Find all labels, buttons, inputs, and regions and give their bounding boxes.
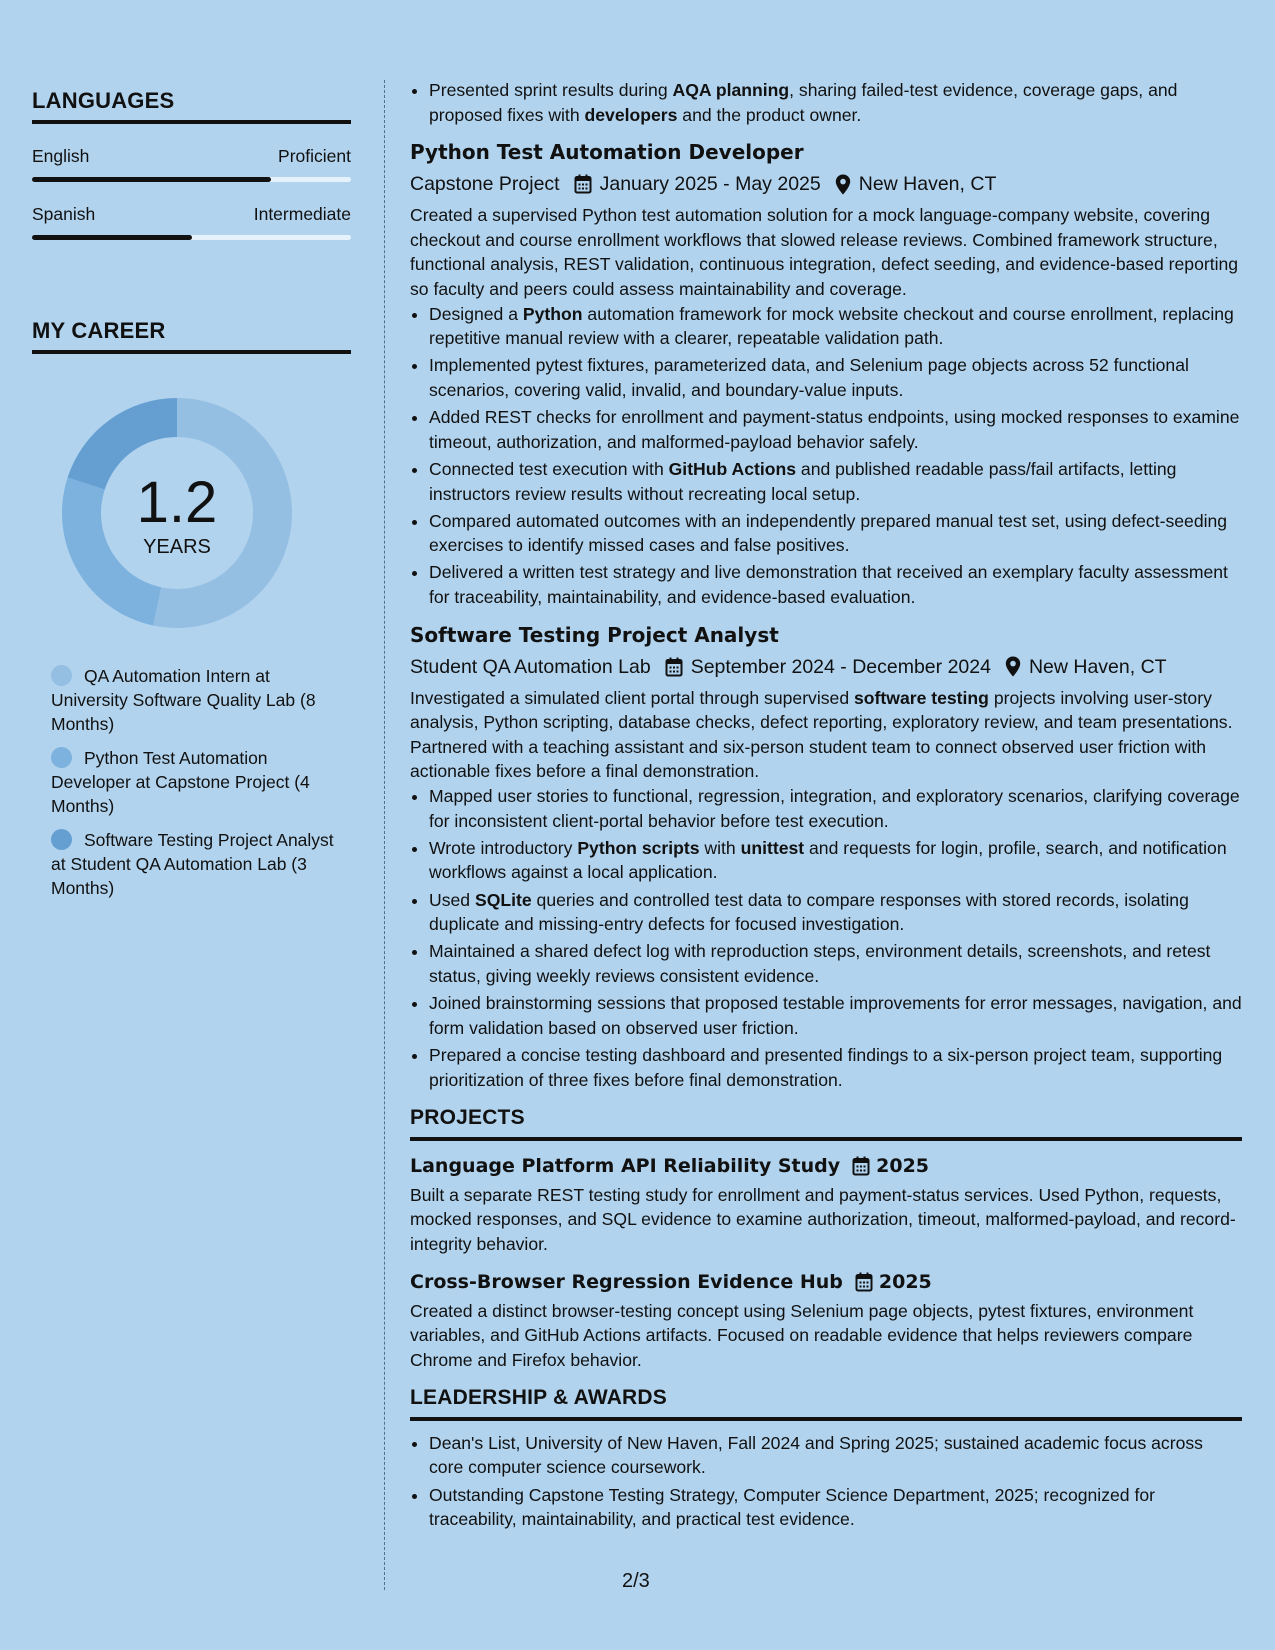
text-segment: Wrote introductory	[429, 837, 578, 858]
text-segment: Prepared a concise testing dashboard and presented findings to a six-person project team, supporting prioritization of three fixes before final demonstration.	[429, 1044, 1223, 1090]
career-legend	[51, 664, 341, 900]
column-divider	[384, 80, 385, 1590]
project-year: 2025	[878, 1270, 932, 1293]
project-title-row	[410, 1153, 1242, 1179]
bullet-item	[429, 560, 1242, 609]
job-dates: January 2025 - May 2025	[599, 173, 821, 196]
job-title: Software Testing Project Analyst	[410, 622, 779, 647]
text-segment: Presented sprint results during	[429, 80, 673, 100]
job-organization: Capstone Project	[410, 173, 560, 196]
languages-heading: LANGUAGES	[32, 88, 351, 124]
text-segment: Mapped user stories to functional, regression, integration, and exploratory scenarios, clarifying coverage for inconsistent client-portal behavior before test execution.	[429, 786, 1240, 831]
text-segment: with	[699, 837, 741, 858]
career-legend-item	[51, 746, 341, 818]
text-segment: Used	[429, 889, 475, 910]
text-segment: , sharing failed-test evidence, coverage gaps, and proposed fixes with	[429, 80, 1178, 125]
bold-keyword: unittest	[740, 837, 805, 858]
carryover-bullets	[410, 78, 1242, 127]
legend-dot	[51, 829, 72, 850]
awards-heading: LEADERSHIP & AWARDS	[410, 1386, 1242, 1421]
text-segment: Added REST checks for enrollment and payment-status endpoints, using mocked responses to examine timeout, authorization, and malformed-payload behavior safely.	[429, 407, 1240, 452]
calendar-icon	[665, 657, 683, 677]
bold-keyword: developers	[584, 104, 678, 125]
text-segment: and requests for login, profile, search, and notification workflows against a local application.	[429, 837, 1227, 883]
job-organization: Student QA Automation Lab	[410, 655, 651, 678]
career-legend-item	[51, 664, 341, 736]
awards-list	[410, 1431, 1242, 1532]
projects-section	[410, 1106, 1242, 1372]
bullet-item	[429, 1043, 1242, 1092]
bullet-item	[429, 836, 1242, 885]
bullet-item	[429, 353, 1242, 402]
legend-dot	[51, 665, 72, 686]
bullet-item	[429, 457, 1242, 506]
career-years-label: YEARS	[143, 536, 211, 558]
career-donut	[62, 398, 292, 628]
legend-text: QA Automation Intern at University Software Quality Lab (8 Months)	[51, 666, 316, 734]
bullet-item	[429, 939, 1242, 988]
project-year: 2025	[876, 1154, 930, 1177]
page-number: 2/3	[622, 1570, 650, 1592]
calendar-icon	[855, 1272, 873, 1292]
language-row	[32, 204, 351, 225]
awards-section	[410, 1386, 1242, 1532]
text-segment: automation framework for mock website checkout and course enrollment, replacing repetitive manual review with a clearer, repeatable validation path.	[429, 303, 1234, 349]
main-content	[410, 78, 1242, 1534]
location-pin-icon	[835, 174, 851, 195]
experience-list	[410, 139, 1242, 1092]
career-legend-item	[51, 828, 341, 900]
language-level: Proficient	[278, 146, 351, 166]
calendar-icon	[852, 1156, 870, 1176]
language-level: Intermediate	[253, 204, 351, 224]
bullet-item	[429, 405, 1242, 454]
language-item	[32, 204, 351, 240]
job-meta	[410, 171, 1242, 197]
project-description: Created a distinct browser-testing concept using Selenium page objects, pytest fixtures, environment variables, and GitHub Actions artifacts. Focused on readable evidence that helps reviewers compare Chrome and Firefox behavior.	[410, 1300, 1194, 1370]
job-bullets	[410, 302, 1242, 610]
legend-text: Python Test Automation Developer at Capstone Project (4 Months)	[51, 748, 310, 816]
award-item: • Dean's List, University of New Haven, Fall 2024 and Spring 2025; sustained academic focus across core computer science coursework.	[429, 1431, 1242, 1480]
text-segment: Joined brainstorming sessions that proposed testable improvements for error messages, navigation, and form validation based on observed user friction.	[429, 993, 1242, 1038]
job-entry	[410, 139, 1242, 609]
language-proficiency-fill	[32, 177, 271, 182]
text-segment: Connected test execution with	[429, 458, 669, 479]
language-proficiency-fill	[32, 235, 192, 240]
donut-center	[62, 398, 292, 628]
text-segment: queries and controlled test data to compare responses with stored records, isolating duplicate and missing-entry defects for focused investigation.	[429, 889, 1189, 935]
text-segment: and the product owner.	[677, 104, 862, 125]
project-entry	[410, 1269, 1242, 1373]
text-segment: Designed a	[429, 303, 523, 324]
language-name: Spanish	[32, 204, 96, 224]
legend-dot	[51, 747, 72, 768]
language-item	[32, 146, 351, 182]
text-segment: Investigated a simulated client portal through supervised	[410, 687, 855, 708]
language-row	[32, 146, 351, 167]
bold-keyword: Python	[522, 303, 583, 324]
bullet-item	[429, 784, 1242, 833]
bullet-item	[429, 78, 1242, 127]
text-segment: Delivered a written test strategy and live demonstration that received an exemplary faculty assessment for traceability, maintainability, and evidence-based evaluation.	[429, 562, 1228, 608]
career-total-years: 1.2	[136, 470, 218, 535]
language-name: English	[32, 146, 90, 166]
job-description	[410, 203, 1242, 301]
career-heading: MY CAREER	[32, 318, 351, 354]
job-location: New Haven, CT	[858, 173, 997, 196]
language-proficiency-bar	[32, 177, 351, 182]
projects-list	[410, 1153, 1242, 1373]
bold-keyword: GitHub Actions	[668, 458, 797, 479]
text-segment: Created a supervised Python test automation solution for a mock language-company website, covering checkout and course enrollment workflows that slowed release reviews. Combined framework structure, functional analysis, REST validation, continuous integration, defect seeding, and evidence-based reporting so faculty and peers could assess maintainability and coverage.	[410, 205, 1239, 299]
job-title: Python Test Automation Developer	[410, 140, 804, 165]
job-entry	[410, 622, 1242, 1092]
projects-heading: PROJECTS	[410, 1106, 1242, 1141]
text-segment: projects involving user-story analysis, Python scripting, database checks, defect reporting, exploratory review, and team presentations. Partnered with a teaching assistant and six-person student team to connect observed user friction with actionable fixes before a final demonstration.	[410, 687, 1233, 782]
bold-keyword: SQLite	[474, 889, 532, 910]
project-title-row	[410, 1269, 1242, 1295]
job-description	[410, 686, 1242, 784]
project-title: Cross-Browser Regression Evidence Hub	[410, 1270, 843, 1293]
bullet-item	[429, 302, 1242, 351]
sidebar	[32, 88, 351, 910]
legend-text: Software Testing Project Analyst at Student QA Automation Lab (3 Months)	[51, 830, 334, 898]
bullet-item	[429, 888, 1242, 937]
languages-list	[32, 146, 351, 240]
text-segment: and published readable pass/fail artifacts, letting instructors review results without recreating local setup.	[429, 458, 1177, 504]
language-proficiency-bar	[32, 235, 351, 240]
project-title: Language Platform API Reliability Study	[410, 1154, 841, 1177]
bullet-item	[429, 509, 1242, 558]
location-pin-icon	[1005, 656, 1021, 677]
bold-keyword: AQA planning	[672, 80, 790, 100]
job-location: New Haven, CT	[1028, 655, 1167, 678]
bold-keyword: software testing	[854, 687, 989, 708]
text-segment: Implemented pytest fixtures, parameterized data, and Selenium page objects across 52 functional scenarios, covering valid, invalid, and boundary-value inputs.	[429, 355, 1189, 400]
text-segment: Compared automated outcomes with an independently prepared manual test set, using defect-seeding exercises to identify missed cases and false positives.	[429, 510, 1228, 556]
project-entry	[410, 1153, 1242, 1257]
job-dates: September 2024 - December 2024	[690, 655, 991, 678]
text-segment: Maintained a shared defect log with reproduction steps, environment details, screenshots, and retest status, giving weekly reviews consistent evidence.	[429, 941, 1211, 986]
calendar-icon	[574, 174, 592, 194]
project-description: Built a separate REST testing study for enrollment and payment-status services. Used Python, requests, mocked responses, and SQL evidence to examine authorization, timeout, malformed-payload, and record-integrity behavior.	[410, 1184, 1236, 1254]
job-meta	[410, 654, 1242, 680]
bold-keyword: Python scripts	[577, 837, 700, 858]
award-item: • Outstanding Capstone Testing Strategy, Computer Science Department, 2025; recognized for traceability, maintainability, and practical test evidence.	[429, 1483, 1242, 1532]
bullet-item	[429, 991, 1242, 1040]
job-bullets	[410, 784, 1242, 1092]
